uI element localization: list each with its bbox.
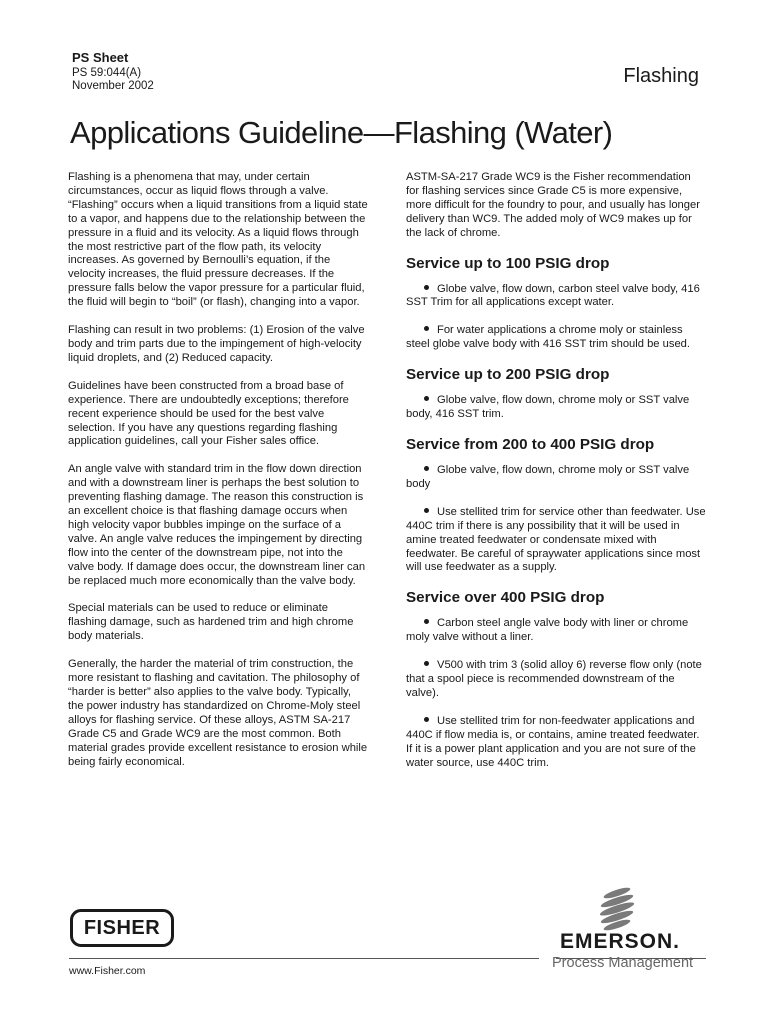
document-number: PS 59:044(A) [72, 67, 142, 79]
list-item: Use stellited trim for non-feedwater applications and 440C if flow media is, or contains, amine treated feedwater. If it is a power plant application and you are not sure of the water source, use 440C trim. [406, 714, 700, 769]
list-item: Carbon steel angle valve body with liner or chrome moly valve without a liner. [406, 617, 689, 644]
emerson-brand: EMERSON. [560, 930, 681, 953]
bullet-icon [424, 508, 429, 513]
heading-service-200-400: Service from 200 to 400 PSIG drop [406, 435, 655, 453]
paragraph-flashing-problems: Flashing can result in two problems: (1) Erosion of the valve body and trim parts due to the impingement of high-velocity liquid droplets, and (2) Reduced capacity. [68, 324, 365, 364]
list-item: V500 with trim 3 (solid alloy 6) reverse flow only (note that a spool piece is recommended downstream of the valve). [406, 659, 702, 699]
bullet-icon [424, 396, 429, 401]
paragraph-harder-material: Generally, the harder the material of trim construction, the more resistant to flashing and cavitation. The philosophy of “harder is better” also applies to the valve body. Typically, the power industry has standardized on Chrome-Moly steel alloys for flashing service. Of these alloys, ASTM SA-217 Grade C5 and Grade WC9 are the most common. Both material grades provide excellent resistance to erosion while being fairly economical. [68, 658, 368, 768]
left-column [68, 171, 368, 783]
right-column [406, 171, 706, 784]
bullet-icon [424, 326, 429, 331]
list-item: Use stellited trim for service other than feedwater. Use 440C trim if there is any possibility that it will be used in amine treated feedwater or condensate mixed with feedwater. Be careful of spraywater applications since most will use feedwater as a supply. [406, 505, 706, 574]
paragraph-guidelines: Guidelines have been constructed from a broad base of experience. There are undoubtedly exceptions; therefore recent experience should be used for the best valve selection. If you have any questions regarding flashing application guidelines, call your Fisher sales office. [68, 379, 349, 448]
footer-divider [69, 958, 539, 959]
paragraph-flashing-definition: Flashing is a phenomena that may, under certain circumstances, occur as liquid flows through a valve. “Flashing” occurs when a liquid transitions from a liquid state to a vapor, and happens due to the relationship between the pressure in a fluid and its velocity. As a liquid flows through the most restrictive part of the flow path, its velocity increases. As governed by Bernoulli’s equation, if the velocity increases, the fluid pressure decreases. If the pressure falls below the vapor pressure for a particular fluid, the fluid will begin to “boil” (or flash), changing into a vapor. [68, 171, 368, 309]
list-item: Globe valve, flow down, chrome moly or SST valve body [406, 463, 690, 490]
heading-service-100: Service up to 100 PSIG drop [406, 254, 610, 272]
page-title: Applications Guideline—Flashing (Water) [70, 115, 613, 150]
paragraph-wc9-recommendation: ASTM-SA-217 Grade WC9 is the Fisher recommendation for flashing services since Grade C5 is more expensive, more difficult for the foundry to pour, and usually has longer delivery than WC9. The added moly of WC9 makes up for the lack of chrome. [406, 171, 700, 239]
bullet-icon [424, 285, 429, 290]
paragraph-angle-valve: An angle valve with standard trim in the flow down direction and with a downstream liner is perhaps the best solution to preventing flashing damage. The reason this construction is an excellent choice is that flashing damage occurs when high velocity vapor bubbles impinge on the surface of a valve. An angle valve reduces the impingement by directing flow into the center of the downstream pipe, not into the valve body. If damage does occur, the downstream liner can be replaced much more economically than the valve body. [68, 463, 366, 587]
heading-service-200: Service up to 200 PSIG drop [406, 366, 610, 384]
emerson-division: Process Management [552, 955, 694, 971]
document-date: November 2002 [72, 80, 154, 92]
bullet-icon [424, 661, 429, 666]
section-name: Flashing [623, 65, 699, 87]
sheet-label: PS Sheet [72, 50, 129, 65]
bullet-icon [424, 619, 429, 624]
emerson-logo-icon [594, 885, 640, 935]
bullet-icon [424, 717, 429, 722]
fisher-logo [70, 909, 174, 947]
list-item: Globe valve, flow down, chrome moly or SST valve body, 416 SST trim. [406, 394, 690, 421]
list-item: Globe valve, flow down, carbon steel valve body, 416 SST Trim for all applications except water. [406, 282, 700, 309]
paragraph-special-materials: Special materials can be used to reduce or eliminate flashing damage, such as hardened trim and high chrome body materials. [68, 602, 354, 643]
bullet-icon [424, 466, 429, 471]
website-link[interactable]: www.Fisher.com [69, 965, 146, 977]
fisher-logo-text: FISHER [83, 916, 161, 939]
heading-service-over-400: Service over 400 PSIG drop [406, 589, 605, 607]
list-item: For water applications a chrome moly or stainless steel globe valve body with 416 SST trim should be used. [406, 324, 690, 351]
